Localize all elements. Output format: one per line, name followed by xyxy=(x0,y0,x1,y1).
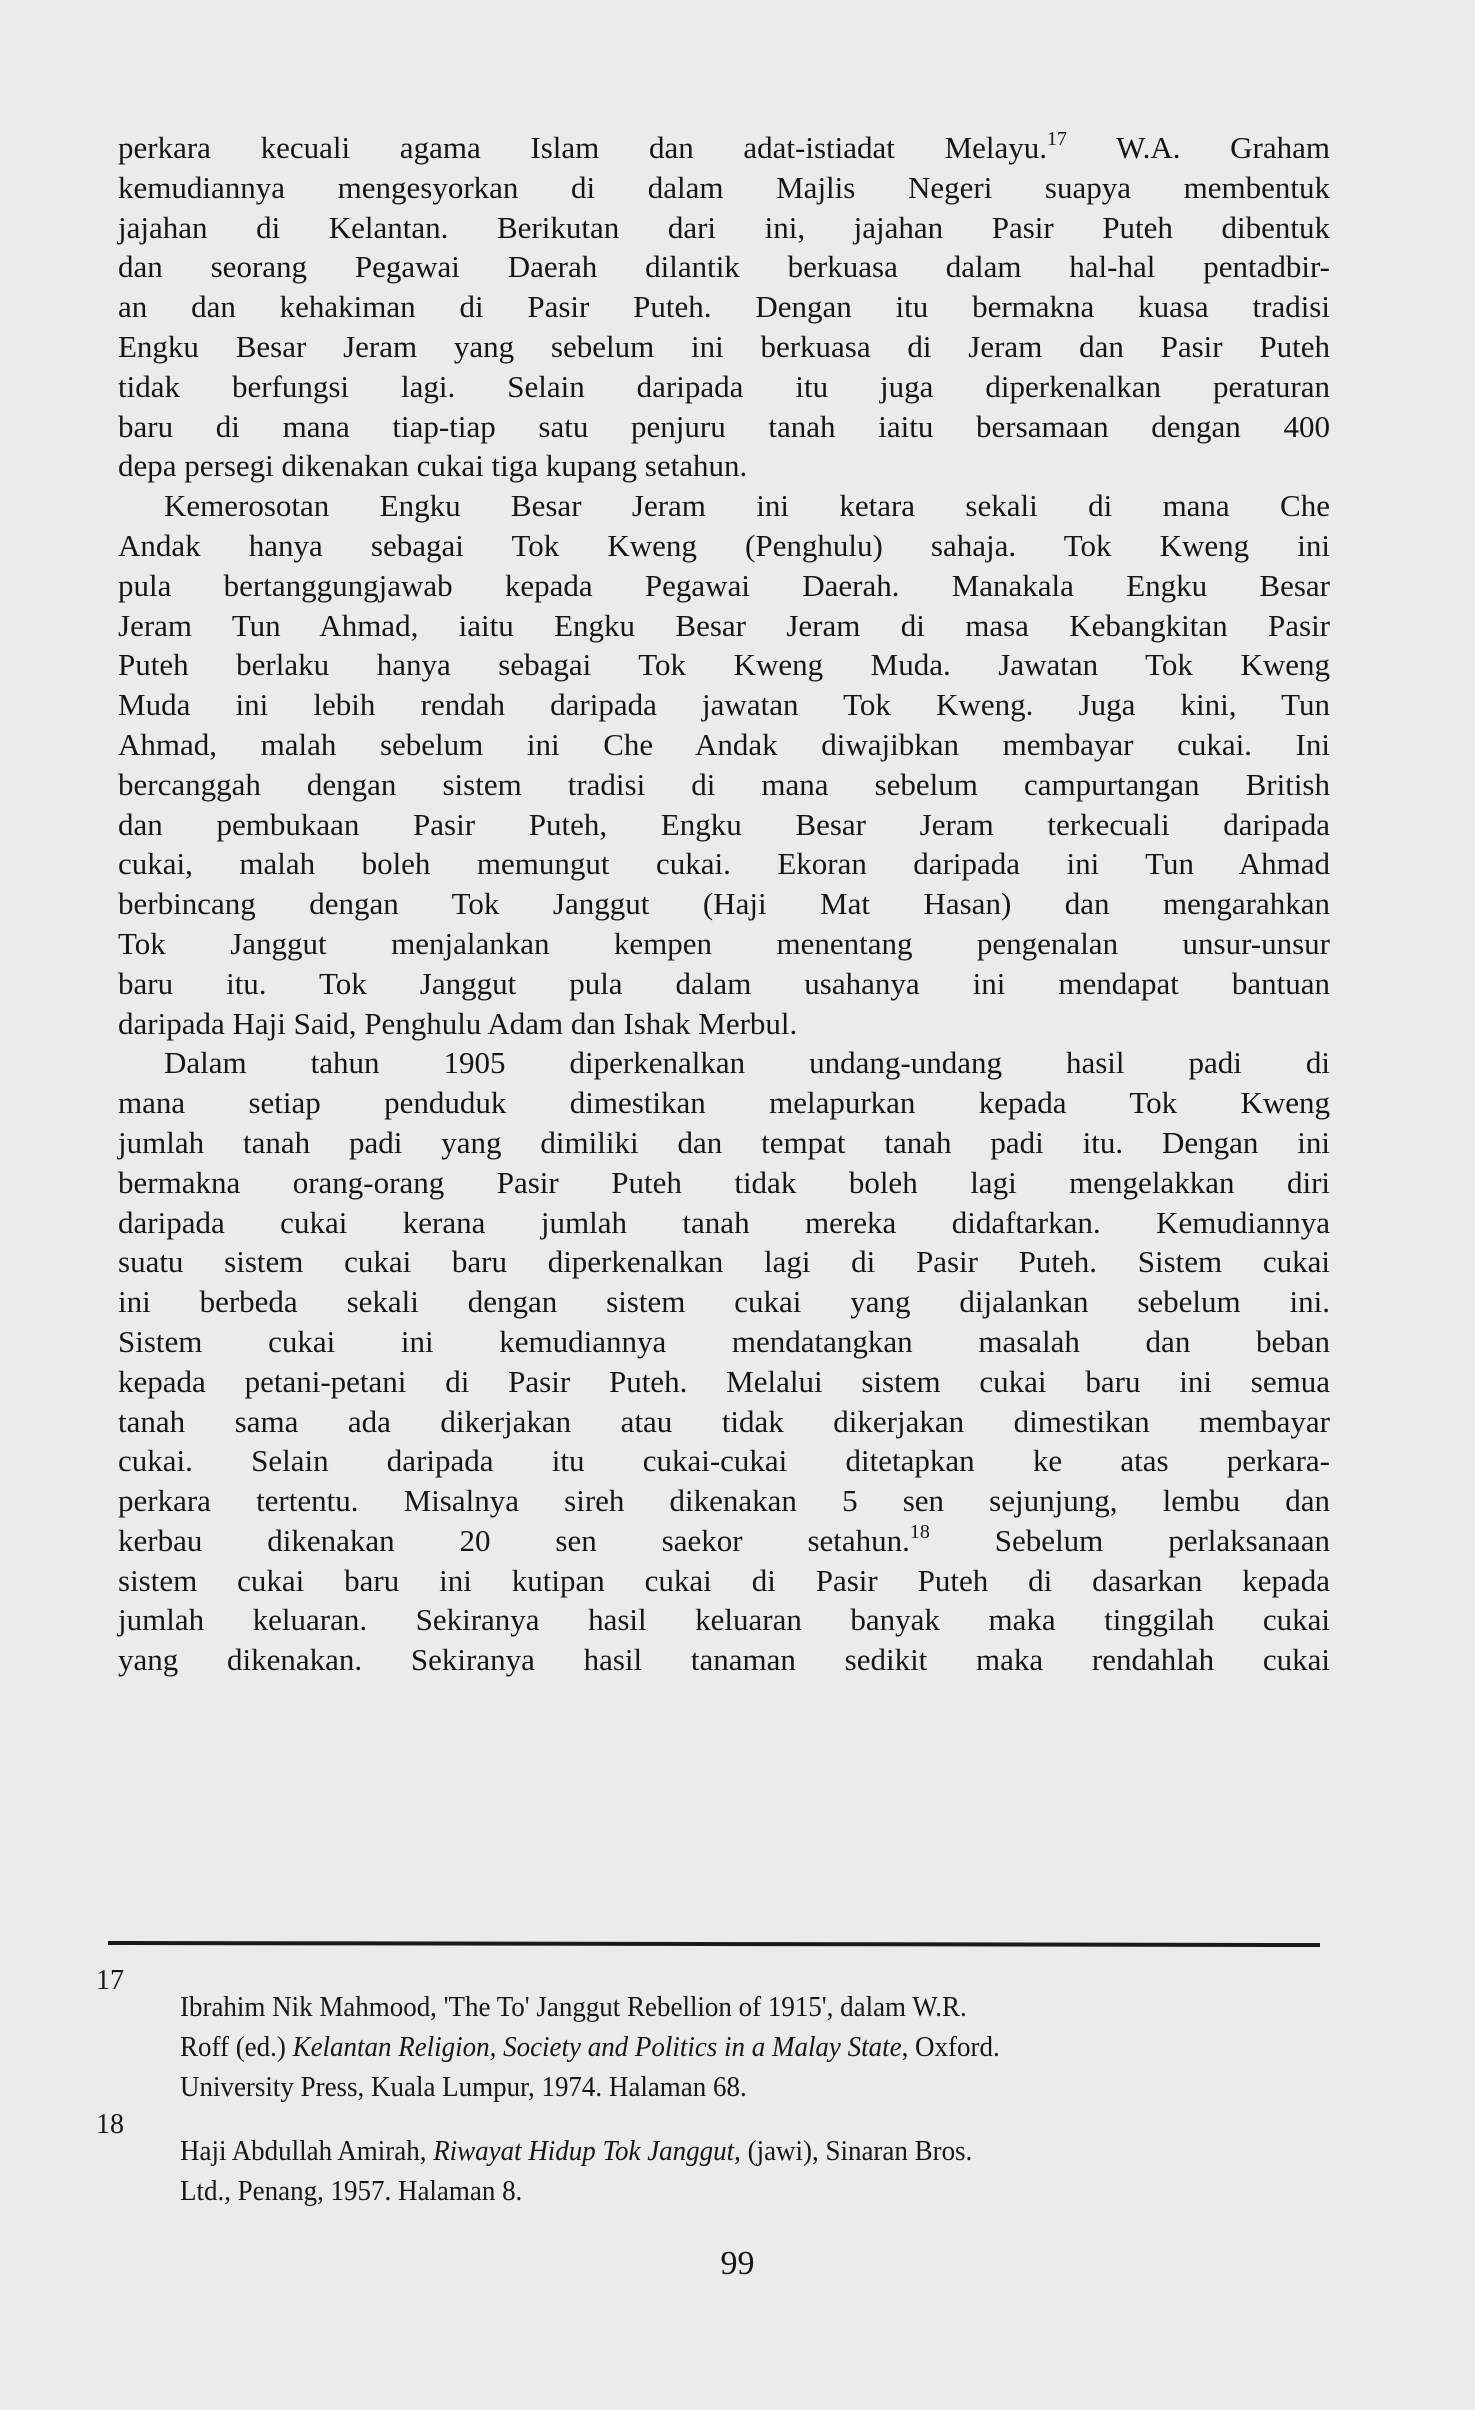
text-line xyxy=(118,287,1330,327)
footnotes xyxy=(96,1965,1326,2213)
footnote xyxy=(96,2109,1326,2211)
text-line xyxy=(118,526,1330,566)
text-line-content: Engku Besar Jeram yang sebelum ini berkuasa di Jeram dan Pasir Puteh xyxy=(118,328,1330,364)
text-line xyxy=(118,1282,1330,1322)
text-line-content: jajahan di Kelantan. Berikutan dari ini, jajahan Pasir Puteh dibentuk xyxy=(118,209,1330,245)
text-line-content: depa persegi dikenakan cukai tiga kupang setahun. xyxy=(118,448,748,484)
text-line xyxy=(118,168,1330,208)
body-text xyxy=(118,128,1330,1680)
text-line-content: cukai. Selain daripada itu cukai-cukai ditetapkan ke atas perkara- xyxy=(118,1443,1330,1479)
citation-text: Ibrahim Nik Mahmood, 'The To' Janggut Rebellion of 1915', dalam W.R. xyxy=(180,1991,967,2023)
text-line-content: Puteh berlaku hanya sebagai Tok Kweng Muda. Jawatan Tok Kweng xyxy=(118,647,1330,683)
text-line xyxy=(118,844,1330,884)
text-line xyxy=(118,486,1330,526)
citation-text: Roff (ed.) xyxy=(180,2031,293,2063)
text-line-content: yang dikenakan. Sekiranya hasil tanaman sedikit maka rendahlah cukai xyxy=(118,1642,1330,1678)
footnote-reference: 18 xyxy=(909,1520,930,1543)
text-line-content: suatu sistem cukai baru diperkenalkan lagi di Pasir Puteh. Sistem cukai xyxy=(118,1244,1330,1280)
text-line-content: kerbau dikenakan 20 sen saekor setahun. xyxy=(118,1522,910,1558)
text-line-content: sistem cukai baru ini kutipan cukai di Pasir Puteh di dasarkan kepada xyxy=(118,1562,1330,1598)
text-line-content: daripada cukai kerana jumlah tanah mereka didaftarkan. Kemudiannya xyxy=(118,1204,1330,1240)
text-line-content: ini berbeda sekali dengan sistem cukai yang dijalankan sebelum ini. xyxy=(118,1284,1330,1320)
text-line xyxy=(118,566,1330,606)
text-line xyxy=(118,964,1330,1004)
text-line-content: Muda ini lebih rendah daripada jawatan Tok Kweng. Juga kini, Tun xyxy=(118,687,1330,723)
text-line xyxy=(118,1004,1330,1044)
text-line xyxy=(118,407,1330,447)
footnote xyxy=(96,1965,1326,2107)
text-line-content: an dan kehakiman di Pasir Puteh. Dengan itu bermakna kuasa tradisi xyxy=(118,289,1330,325)
text-line-content: baru itu. Tok Janggut pula dalam usahanya ini mendapat bantuan xyxy=(118,965,1330,1001)
citation-text: Ltd., Penang, 1957. Halaman 8. xyxy=(180,2175,523,2207)
text-line xyxy=(118,128,1330,168)
citation-title: Riwayat Hidup Tok Janggut xyxy=(433,2135,735,2167)
text-line-content: jumlah keluaran. Sekiranya hasil keluaran banyak maka tinggilah cukai xyxy=(118,1602,1330,1638)
footnote-line xyxy=(180,2131,1246,2171)
text-line xyxy=(118,1163,1330,1203)
text-line-content: Ahmad, malah sebelum ini Che Andak diwajibkan membayar cukai. Ini xyxy=(118,726,1330,762)
citation-text: , Oxford. xyxy=(901,2031,1000,2063)
text-line xyxy=(118,247,1330,287)
text-line-content: Sebelum perlaksanaan xyxy=(929,1522,1330,1558)
footnote-divider xyxy=(108,1941,1320,1947)
text-line-content: perkara tertentu. Misalnya sireh dikenakan 5 sen sejunjung, lembu dan xyxy=(118,1483,1330,1519)
text-line xyxy=(118,645,1330,685)
text-line xyxy=(118,1043,1330,1083)
text-line-content: mana setiap penduduk dimestikan melapurkan kepada Tok Kweng xyxy=(118,1085,1330,1121)
text-line-content: jumlah tanah padi yang dimiliki dan tempat tanah padi itu. Dengan ini xyxy=(118,1124,1330,1160)
text-line-content: perkara kecuali agama Islam dan adat-istiadat Melayu. xyxy=(118,130,1048,165)
text-line-content: tidak berfungsi lagi. Selain daripada itu juga diperkenalkan peraturan xyxy=(118,368,1330,404)
text-line xyxy=(118,1481,1330,1521)
text-line-content: baru di mana tiap-tiap satu penjuru tanah iaitu bersamaan dengan 400 xyxy=(118,408,1330,444)
text-line-content: bercanggah dengan sistem tradisi di mana sebelum campurtangan British xyxy=(118,766,1330,802)
text-line-content: pula bertanggungjawab kepada Pegawai Daerah. Manakala Engku Besar xyxy=(118,567,1330,603)
text-line xyxy=(118,208,1330,248)
text-line xyxy=(118,1083,1330,1123)
text-line xyxy=(118,805,1330,845)
text-line-content: Tok Janggut menjalankan kempen menentang pengenalan unsur-unsur xyxy=(118,925,1330,961)
text-line-content: kemudiannya mengesyorkan di dalam Majlis Negeri suapya membentuk xyxy=(118,169,1330,205)
citation-text: University Press, Kuala Lumpur, 1974. Halaman 68. xyxy=(180,2071,747,2103)
text-line-content: Jeram Tun Ahmad, iaitu Engku Besar Jeram di masa Kebangkitan Pasir xyxy=(118,607,1330,643)
text-line xyxy=(118,685,1330,725)
footnote-number: 18 xyxy=(96,2109,124,2140)
text-line-content: daripada Haji Said, Penghulu Adam dan Ishak Merbul. xyxy=(118,1005,798,1041)
footnote-line xyxy=(180,2067,1246,2107)
text-line-content: bermakna orang-orang Pasir Puteh tidak boleh lagi mengelakkan diri xyxy=(118,1164,1330,1200)
text-line xyxy=(118,1203,1330,1243)
footnote-line xyxy=(180,2171,1246,2211)
citation-title: Kelantan Religion, Society and Politics in a Malay State xyxy=(292,2031,902,2063)
text-line xyxy=(118,1123,1330,1163)
text-line-content: Andak hanya sebagai Tok Kweng (Penghulu) sahaja. Tok Kweng ini xyxy=(118,527,1330,563)
text-line xyxy=(118,1362,1330,1402)
text-line xyxy=(118,1561,1330,1601)
text-line xyxy=(118,1600,1330,1640)
text-line xyxy=(118,367,1330,407)
text-line-content: Kemerosotan Engku Besar Jeram ini ketara sekali di mana Che xyxy=(164,488,1330,524)
text-line xyxy=(118,924,1330,964)
text-line-content: berbincang dengan Tok Janggut (Haji Mat Hasan) dan mengarahkan xyxy=(118,886,1330,922)
text-line xyxy=(118,1242,1330,1282)
text-line-content: tanah sama ada dikerjakan atau tidak dikerjakan dimestikan membayar xyxy=(118,1403,1330,1439)
text-line xyxy=(118,606,1330,646)
footnote-number: 17 xyxy=(96,1965,124,1996)
text-line-content: dan seorang Pegawai Daerah dilantik berkuasa dalam hal-hal pentadbir- xyxy=(118,249,1330,285)
text-line xyxy=(118,327,1330,367)
text-line xyxy=(118,1640,1330,1680)
text-line xyxy=(118,884,1330,924)
text-line xyxy=(118,1441,1330,1481)
text-line-content: Dalam tahun 1905 diperkenalkan undang-undang hasil padi di xyxy=(164,1045,1330,1081)
footnote-reference: 17 xyxy=(1047,128,1068,150)
text-line-content: cukai, malah boleh memungut cukai. Ekoran daripada ini Tun Ahmad xyxy=(118,846,1330,882)
page-number: 99 xyxy=(720,2245,755,2282)
text-line xyxy=(118,725,1330,765)
text-line-content: dan pembukaan Pasir Puteh, Engku Besar Jeram terkecuali daripada xyxy=(118,806,1330,842)
text-line xyxy=(118,446,1330,486)
text-line-content: kepada petani-petani di Pasir Puteh. Melalui sistem cukai baru ini semua xyxy=(118,1363,1330,1399)
text-line xyxy=(118,1521,1330,1561)
text-line-content: W.A. Graham xyxy=(1067,130,1330,165)
text-line xyxy=(118,1402,1330,1442)
citation-text: Haji Abdullah Amirah, xyxy=(180,2135,434,2167)
text-line xyxy=(118,1322,1330,1362)
text-line xyxy=(118,765,1330,805)
footnote-line xyxy=(180,1987,1246,2027)
footnote-line xyxy=(180,2027,1246,2067)
citation-text: , (jawi), Sinaran Bros. xyxy=(734,2135,973,2167)
text-line-content: Sistem cukai ini kemudiannya mendatangkan masalah dan beban xyxy=(118,1323,1330,1359)
